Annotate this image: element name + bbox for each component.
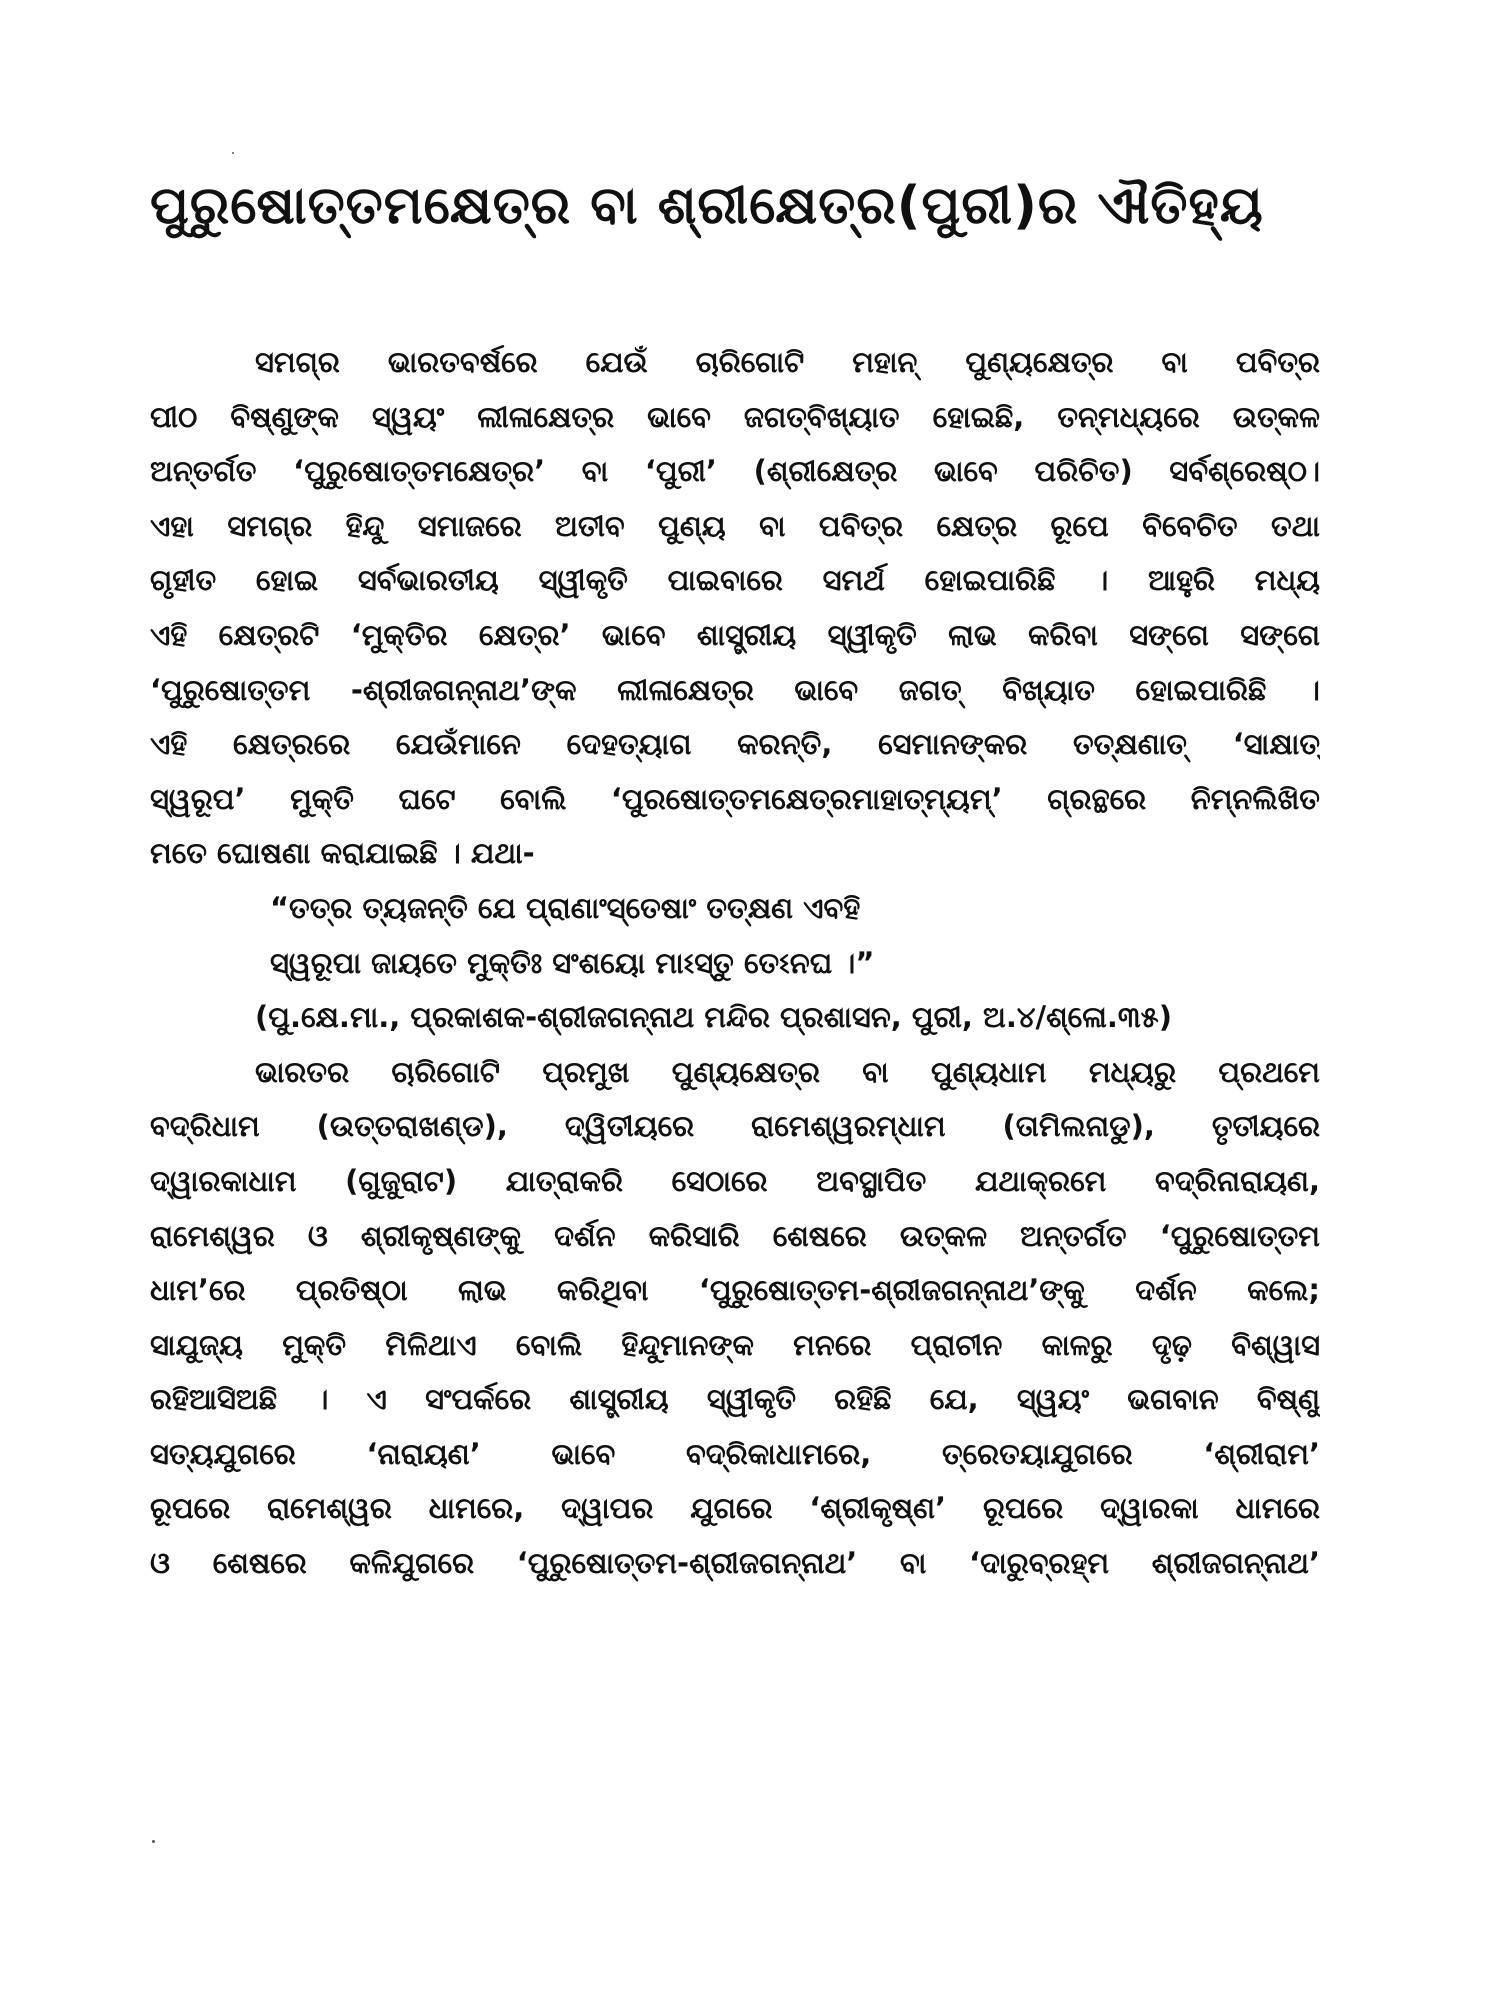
scan-speck [152,1840,155,1843]
paragraph-line: ସ୍ୱରୂପ’ ମୁକ୍ତି ଘଟେ ବୋଲି ‘ପୁରଷୋତ୍ତମକ୍ଷେତ୍ରମାହାତ୍ମ୍ୟମ୍’ ଗ୍ରନ୍ଥରେ ନିମ୍ନଲିଖିତ [150,781,1320,816]
verse-line: “ତତ୍ର ତ୍ୟଜନ୍ତି ଯେ ପ୍ରାଣାଂସ୍ତେଷାଂ ତତ୍‌କ୍ଷଣ ଏବହି [270,890,861,925]
paragraph-line: ମତେ ଘୋଷଣା କରାଯାଇଛି । ଯଥା- [150,836,535,871]
paragraph-line: ଧାମ’ରେ ପ୍ରତିଷ୍ଠା ଲାଭ କରିଥିବା ‘ପୁରୁଷୋତ୍ତମ-ଶ୍ରୀଜଗନ୍ନାଥ’ଙ୍କୁ ଦର୍ଶନ କଲେ; [150,1273,1320,1308]
paragraph-line: ଏହି କ୍ଷେତ୍ରରେ ଯେଉଁମାନେ ଦେହତ୍ୟାଗ କରନ୍ତି, ସେମାନଙ୍କର ତତ୍‌କ୍ଷଣାତ୍ ‘ସାକ୍ଷାତ୍ [150,727,1320,762]
paragraph-line: ଓ ଶେଷରେ କଳିଯୁଗରେ ‘ପୁରୁଷୋତ୍ତମ-ଶ୍ରୀଜଗନ୍ନାଥ’ ବା ‘ଦାରୁବ୍ରହ୍ମ ଶ୍ରୀଜଗନ୍ନାଥ’ [150,1546,1320,1581]
paragraph-line: ଭାରତର ଚାରିଗୋଟି ପ୍ରମୁଖ ପୁଣ୍ୟକ୍ଷେତ୍ର ବା ପୁଣ୍ୟଧାମ ମଧ୍ୟରୁ ପ୍ରଥମେ [255,1054,1320,1089]
paragraph-line: ‘ପୁରୁଷୋତ୍ତମ -ଶ୍ରୀଜଗନ୍ନାଥ’ଙ୍କ ଲୀଳାକ୍ଷେତ୍ର ଭାବେ ଜଗତ୍ ବିଖ୍ୟାତ ହୋଇପାରିଛି । [150,672,1320,707]
paragraph-line: ସମଗ୍ର ଭାରତବର୍ଷରେ ଯେଉଁ ଚାରିଗୋଟି ମହାନ୍ ପୁଣ୍ୟକ୍ଷେତ୍ର ବା ପବିତ୍ର [255,345,1320,379]
paragraph-line: ରହିଆସିଅଛି । ଏ ସଂପର୍କରେ ଶାସ୍ତ୍ରୀୟ ସ୍ୱୀକୃତି ରହିଛି ଯେ, ସ୍ୱୟଂ ଭଗବାନ ବିଷ୍ଣୁ [150,1382,1320,1417]
paragraph-line: ଏହା ସମଗ୍ର ହିନ୍ଦୁ ସମାଜରେ ଅତୀବ ପୁଣ୍ୟ ବା ପବିତ୍ର କ୍ଷେତ୍ର ରୂପେ ବିବେଚିତ ତଥା [150,508,1320,543]
paragraph-line: ଦ୍ୱାରକାଧାମ (ଗୁଜୁରାଟ) ଯାତ୍ରାକରି ସେଠାରେ ଅବସ୍ଥାପିତ ଯଥାକ୍ରମେ ବଦ୍ରିନାରାୟଣ, [150,1163,1320,1198]
paragraph-line: ଏହି କ୍ଷେତ୍ରଟି ‘ମୁକ୍ତିର କ୍ଷେତ୍ର’ ଭାବେ ଶାସ୍ତ୍ରୀୟ ସ୍ୱୀକୃତି ଲାଭ କରିବା ସଙ୍ଗେ ସଙ୍ଗେ [150,617,1320,652]
scan-speck [232,152,234,154]
paragraph-line: ବଦ୍ରିଧାମ (ଉତ୍ତରାଖଣ୍ଡ), ଦ୍ୱିତୀୟରେ ରାମେଶ୍ୱରମ୍‌ଧାମ (ତାମିଲନାଡୁ), ତୃତୀୟରେ [150,1109,1320,1144]
paragraph-line: ଗୃହୀତ ହୋଇ ସର୍ବଭାରତୀୟ ସ୍ୱୀକୃତି ପାଇବାରେ ସମର୍ଥ ହୋଇପାରିଛି । ଆହୁରି ମଧ୍ୟ [150,563,1320,598]
page-title: ପୁରୁଷୋତ୍ତମକ୍ଷେତ୍ର ବା ଶ୍ରୀକ୍ଷେତ୍ର(ପୁରୀ)ର ଐତିହ୍ୟ [150,176,1264,236]
verse-line: ସ୍ୱରୂପା ଜାୟତେ ମୁକ୍ତିଃ ସଂଶୟୋ ମାଽସ୍ତୁ ତେଽନଘ ।” [270,945,875,980]
paragraph-line: ରାମେଶ୍ୱର ଓ ଶ୍ରୀକୃଷ୍ଣଙ୍କୁ ଦର୍ଶନ କରିସାରି ଶେଷରେ ଉତ୍କଳ ଅନ୍ତର୍ଗତ ‘ପୁରୁଷୋତ୍ତମ [150,1218,1320,1253]
paragraph-line: ସାଯୁଜ୍ୟ ମୁକ୍ତି ମିଳିଥାଏ ବୋଲି ହିନ୍ଦୁମାନଙ୍କ ମନରେ ପ୍ରାଚୀନ କାଳରୁ ଦୃଢ଼ ବିଶ୍ୱାସ [150,1327,1320,1362]
citation: (ପୁ.କ୍ଷେ.ମା., ପ୍ରକାଶକ-ଶ୍ରୀଜଗନ୍ନାଥ ମନ୍ଦିର ପ୍ରଶାସନ, ପୁରୀ, ଅ.୪/ଶ୍ଳୋ.୩୫) [255,1000,1172,1035]
body-text [150,335,1320,1591]
paragraph-line: ରୂପରେ ରାମେଶ୍ୱର ଧାମରେ, ଦ୍ୱାପର ଯୁଗରେ ‘ଶ୍ରୀକୃଷ୍ଣ’ ରୂପରେ ଦ୍ୱାରକା ଧାମରେ [150,1491,1320,1526]
paragraph-line: ଅନ୍ତର୍ଗତ ‘ପୁରୁଷୋତ୍ତମକ୍ଷେତ୍ର’ ବା ‘ପୁରୀ’ (ଶ୍ରୀକ୍ଷେତ୍ର ଭାବେ ପରିଚିତ) ସର୍ବଶ୍ରେଷ୍ଠ। [150,454,1320,489]
paragraph-line: ସତ୍ୟଯୁଗରେ ‘ନାରାୟଣ’ ଭାବେ ବଦ୍ରିକାଧାମରେ, ତ୍ରେତୟାଯୁଗରେ ‘ଶ୍ରୀରାମ’ [150,1436,1320,1471]
paragraph-line: ପୀଠ ବିଷ୍ଣୁଙ୍କ ସ୍ୱୟଂ ଲୀଳାକ୍ଷେତ୍ର ଭାବେ ଜଗତ୍‌ବିଖ୍ୟାତ ହୋଇଛି, ତନ୍ମଧ୍ୟରେ ଉତ୍କଳ [150,399,1320,434]
